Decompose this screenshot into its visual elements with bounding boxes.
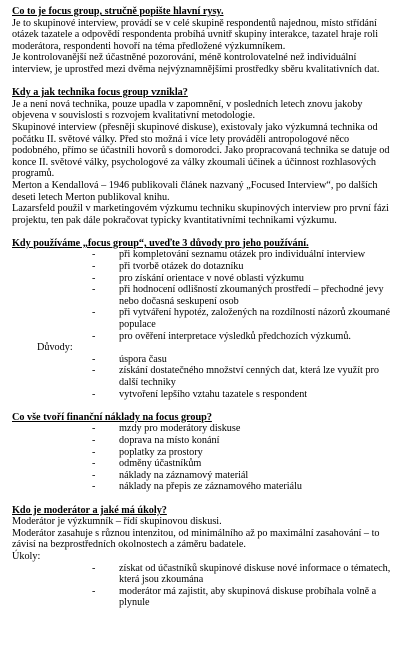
list-item: - pro získání orientace v nové oblasti výzkumu bbox=[92, 273, 396, 285]
answer-paragraph: Moderátor zasahuje s různou intenzitou, od minimálního až po maximální zasahování – to závisí na bezprostředních okolnostech a záměru badatele. bbox=[12, 527, 380, 551]
list-item: - při hodnocení odlišností zkoumaných prostředí – přechodné jevy nebo dočasná seskupení osob bbox=[92, 284, 396, 307]
list-item: - poplatky za prostory bbox=[92, 447, 396, 459]
question-heading: Kdy a jak technika focus group vznikla? bbox=[12, 87, 188, 99]
list-item: - pro ověření interpretace výsledků předchozích výzkumů. bbox=[92, 331, 396, 343]
answer-paragraph: Lazarsfeld použil v marketingovém výzkumu techniku skupinových interview pro první fázi projektu, ten pak dále pokračovat typicky kvantitativními technikami výzkumu. bbox=[12, 203, 389, 226]
list-item: - náklady na přepis ze záznamového materiálu bbox=[92, 481, 396, 493]
list-item: - mzdy pro moderátory diskuse bbox=[92, 423, 396, 435]
list-item: - moderátor má zajistit, aby skupinová diskuse probíhala volně a plynule bbox=[92, 586, 396, 609]
list-item: - při vytváření hypotéz, založených na rozdílností názorů zkoumané populace bbox=[92, 307, 396, 330]
list-item: - odměny účastníkům bbox=[92, 458, 396, 470]
list-item: - doprava na místo konání bbox=[92, 435, 396, 447]
dash-list bbox=[12, 354, 396, 400]
answer-paragraph: Je kontrolovanější než účastněné pozorování, méně kontrolovatelné než individuální interview, je uprostřed mezi dvěma nejvýznamnějšími prostředky sběru kvalitativních dat. bbox=[12, 52, 380, 75]
list-item: - získání dostatečného množství cenných dat, která lze využít pro další techniky bbox=[92, 365, 396, 388]
answer-paragraph: Je a není nová technika, pouze upadla v zapomnění, v posledních letech znovu jakoby objevena v souvislosti s rozvojem kvalitativní metodologie. bbox=[12, 98, 363, 122]
list-item: - náklady na záznamový materiál bbox=[92, 470, 396, 482]
dash-list bbox=[12, 423, 396, 493]
question-heading: Kdo je moderátor a jaké má úkoly? bbox=[12, 504, 167, 516]
question-heading: Kdy používáme „focus group“, uveďte 3 důvody pro jeho používání. bbox=[12, 237, 309, 249]
list-item: - úspora času bbox=[92, 354, 396, 366]
answer-paragraph: Skupinové interview (přesněji skupinové diskuse), existovaly jako výzkumná technika od počátku II. světové války. Před sto možná i více lety prováděli antropologové něco podobného, přímo se účastnili hovorů s domorodci. Jako propracovaná technika se datuje od konce II. světové války, psychologové za války zkoumali účinek a účinnost rozhlasových programů. bbox=[12, 121, 390, 180]
list-item: - získat od účastníků skupinové diskuse nové informace o tématech, která jsou zkoumána bbox=[92, 563, 396, 586]
reasons-label: Důvody: bbox=[37, 342, 73, 354]
list-item: - vytvoření lepšího vztahu tazatele s respondent bbox=[92, 389, 396, 401]
tasks-label: Úkoly: bbox=[12, 550, 41, 562]
question-heading: Co to je focus group, stručně popište hlavní rysy. bbox=[12, 6, 224, 17]
list-item: - při kompletování seznamu otázek pro individuální interview bbox=[92, 249, 396, 261]
answer-paragraph: Je to skupinové interview, provádí se v celé skupině respondentů najednou, místo střídání otázek tazatele a odpovědí respondenta probíhá uvnitř skupiny interakce, tazatel hraje roli moderátora, respondenti hovoří na téma předložené výzkumníkem. bbox=[12, 17, 379, 52]
dash-list bbox=[12, 563, 396, 609]
question-heading: Co vše tvoří finanční náklady na focus group? bbox=[12, 411, 212, 423]
dash-list bbox=[12, 249, 396, 342]
list-item: - při tvorbě otázek do dotazníku bbox=[92, 261, 396, 273]
answer-paragraph: Merton a Kendallová – 1946 publikovali článek nazvaný „Focused Interview“, po dalších deseti letech Merton publikoval knihu. bbox=[12, 179, 378, 203]
answer-paragraph: Moderátor je výzkumník – řídí skupinovou diskusi. bbox=[12, 516, 222, 528]
